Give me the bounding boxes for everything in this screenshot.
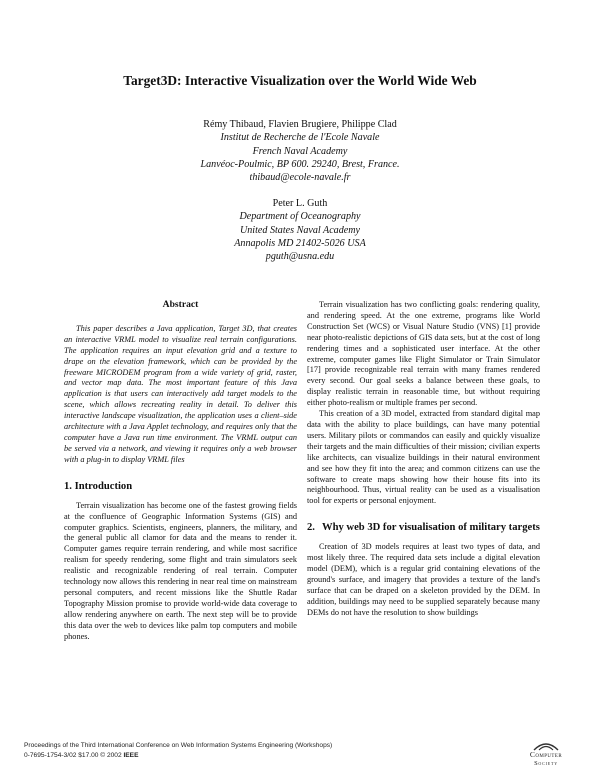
- body-paragraph: This creation of a 3D model, extracted from standard digital map data with the ability to place buildings, can have many potential users. Military pilots or commandos can easily and quickly visualize their targets and the main difficulties of their mission; civilian experts like architects, can visualize buildings in their natural environment and see how they fit into the area; and common citizens can use the software to create maps showing how their house fits into its neighbourhood. Thus, virtual reality can be used as a visualisation tool for experts or personal enjoyment.: [307, 409, 540, 506]
- section-title: Why web 3D for visualisation of military targets: [322, 522, 540, 534]
- section-number: 2.: [307, 522, 315, 534]
- affiliation-address: Annapolis MD 21402-5026 USA: [234, 237, 366, 249]
- right-column: [307, 300, 540, 619]
- affiliation-line: United States Naval Academy: [239, 224, 361, 236]
- isbn-line: [24, 751, 332, 761]
- section-1-heading: [64, 480, 297, 493]
- intro-paragraph: Terrain visualization has become one of the fastest growing fields at the confluence of Geographic Information Systems (GIS) and computer graphics. Scientists, engineers, planners, the military, and the general public all clamor for data and the means to render it. Computer games require terrain rendering, and while most sacrifice realism for speedy rendering, some flight and train simulators seek realistic and recognizable rendering of real terrain. Computer technology now allows this rendering in near real time on mainstream personal computers, and recent missions like the Shuttle Radar Topography Mission promise to provide world-wide data coverage to allow rendering anywhere on earth. The next step will be to provide this data over the web to devices like palm top computers and mobile phones.: [64, 500, 297, 641]
- author-block-2: [0, 197, 600, 263]
- computer-society-logo: [516, 740, 576, 774]
- left-column: [64, 300, 297, 642]
- affiliation-line: Department of Oceanography: [239, 211, 361, 223]
- paper-title: Target3D: Interactive Visualization over the World Wide Web: [123, 73, 477, 88]
- affiliation-line: French Naval Academy: [252, 145, 348, 157]
- section-2-heading: [307, 521, 540, 534]
- body-paragraph: Creation of 3D models requires at least two types of data, and most likely three. The required data sets include a digital elevation model (DEM), which is a regular grid containing elevations of the ground's surface, and imagery that provides a texture of the land's surface that can be draped on a skeleton provided by the DEM. In addition, buildings may need to be supplied separately because many DEMs do not have the resolution to show buildings: [307, 542, 540, 617]
- proceedings-line: Proceedings of the Third International Conference on Web Information Systems Engineering (Workshops): [24, 742, 333, 749]
- affiliation-address: Lanvéoc-Poulmic, BP 600. 29240, Brest, France.: [200, 158, 400, 170]
- abstract-heading: Abstract: [162, 299, 199, 310]
- author-email-2[interactable]: pguth@usna.edu: [265, 251, 335, 263]
- author-names-1: Rémy Thibaud, Flavien Brugiere, Philippe Clad: [203, 119, 397, 130]
- affiliation-line: Institut de Recherche de l'Ecole Navale: [220, 132, 380, 144]
- abstract-text: This paper describes a Java application, Target 3D, that creates an interactive VRML model to visualize real terrain configurations. The application requires an input elevation grid and a texture to drape on the elevation framework, which can be provided by the freeware MICRODEM program from a wide variety of grid, raster, and vector map data. The most important feature of this Java application is that users can interactively add target models to the scene, which allows recreating reality in detail. To deliver this interactive landscape visualization, the application uses a client–side architecture with a Java Applet technology, and requires only that the computer have a Java run time environment. The VRML output can be served via a network, and viewing it requires only a web browser with a plug-in to display VRML files: [64, 323, 297, 464]
- body-paragraph: Terrain visualization has two conflicting goals: rendering quality, and rendering speed. At the one extreme, programs like World Construction Set (WCS) or Visual Nature Studio (VNS) [1] provide near photo-realistic depictions of GIS data sets, but at the cost of long rendering times and a sophisticated user interface. At the other extreme, computer games like Flight Simulator or Train Simulator [17] provide recognizable real terrain with many frames rendered every second. Our goal seeks a balance between these goals, to display realistic terrain in reasonable time, but without requiring either photo-realism or multiple frames per second.: [307, 300, 540, 408]
- logo-text-line-1: Computer: [529, 750, 563, 759]
- author-block-1: [0, 118, 600, 184]
- logo-text-line-2: Society: [534, 760, 558, 767]
- author-names-2: Peter L. Guth: [272, 198, 328, 209]
- ieee-label: IEEE: [123, 752, 139, 759]
- page-footer: [24, 741, 332, 761]
- author-email-1[interactable]: thibaud@ecole-navale.fr: [249, 172, 351, 184]
- section-number: 1.: [64, 480, 72, 492]
- section-title: Introduction: [74, 480, 133, 492]
- isbn-text: 0-7695-1754-3/02 $17.00 © 2002: [24, 752, 124, 759]
